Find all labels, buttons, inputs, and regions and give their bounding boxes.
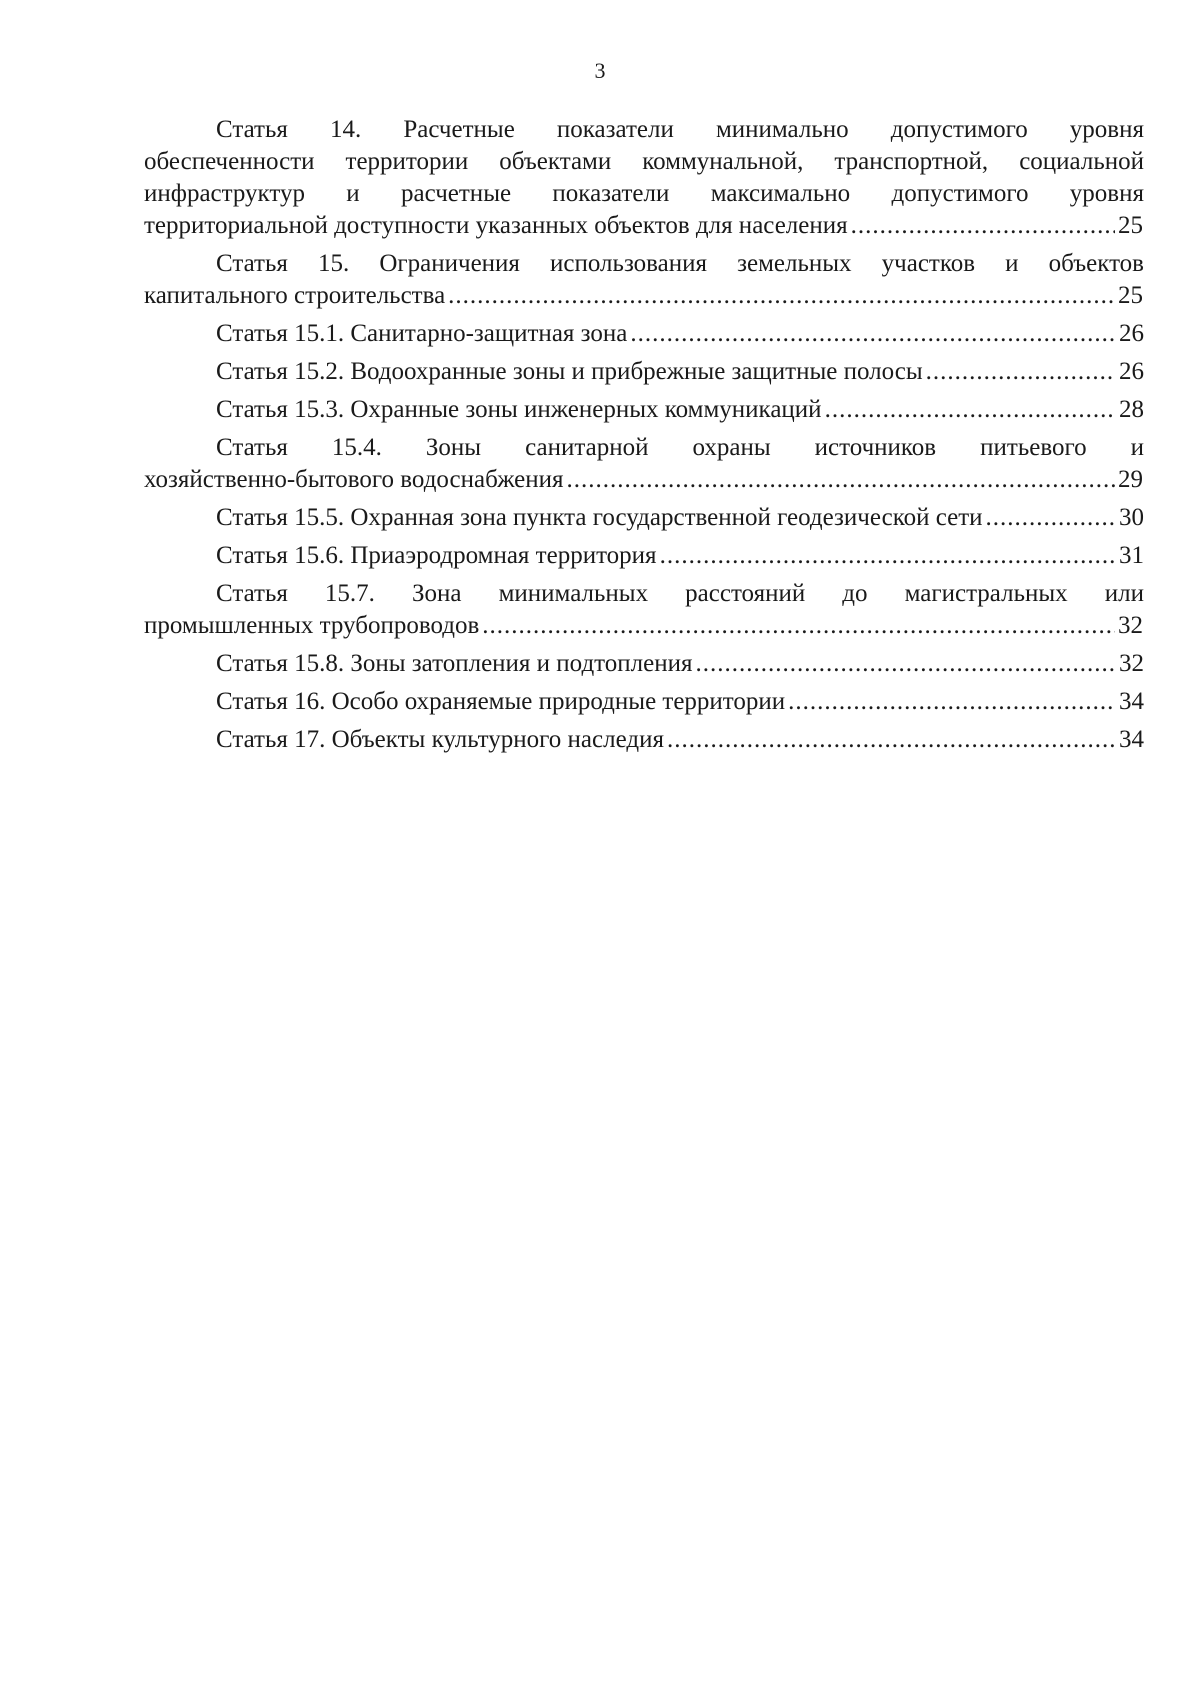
- toc-entry[interactable]: [144, 318, 1144, 350]
- toc-page-number: 25: [1118, 282, 1143, 309]
- toc-leader-dots: [696, 648, 1116, 680]
- toc-leader-dots: [851, 210, 1115, 242]
- toc-entry[interactable]: [144, 432, 1144, 496]
- toc-entry[interactable]: [144, 356, 1144, 388]
- toc-page-number: 26: [1119, 320, 1144, 347]
- toc-entry-line: Статья 14. Расчетные показатели минимально допустимого уровня: [216, 116, 1144, 143]
- toc-entry[interactable]: [144, 248, 1144, 312]
- toc-entry-title: Статья 15.6. Приаэродромная территория: [216, 542, 657, 569]
- toc-leader-dots: [448, 280, 1115, 312]
- toc-leader-dots: [825, 394, 1115, 426]
- toc-page-number: 34: [1119, 688, 1144, 715]
- toc-page-number: 31: [1119, 542, 1144, 569]
- toc-entry-title: Статья 15.8. Зоны затопления и подтопления: [216, 650, 693, 677]
- toc-entry-title: промышленных трубопроводов: [144, 612, 480, 639]
- page-number: 3: [594, 58, 606, 83]
- toc-entry-title: Статья 15.3. Охранные зоны инженерных коммуникаций: [216, 396, 822, 423]
- toc-entry-title: хозяйственно-бытового водоснабжения: [144, 466, 564, 493]
- toc-entry[interactable]: [144, 114, 1144, 242]
- toc-entry-title: Статья 15.2. Водоохранные зоны и прибрежные защитные полосы: [216, 358, 923, 385]
- toc-page-number: 34: [1119, 726, 1144, 753]
- toc-entry[interactable]: [144, 578, 1144, 642]
- toc-entry-line: обеспеченности территории объектами коммунальной, транспортной, социальной: [144, 148, 1144, 175]
- toc-leader-dots: [986, 502, 1115, 534]
- toc-leader-dots: [482, 610, 1115, 642]
- toc-leader-dots: [630, 318, 1115, 350]
- toc-page-number: 29: [1118, 466, 1143, 493]
- toc-leader-dots: [660, 540, 1115, 572]
- toc-leader-dots: [667, 724, 1115, 756]
- toc-page-number: 30: [1119, 504, 1144, 531]
- toc-entry-title: Статья 15.1. Санитарно-защитная зона: [216, 320, 628, 347]
- toc-entry-line: Статья 15.7. Зона минимальных расстояний до магистральных или: [216, 580, 1144, 607]
- toc-entry-line: Статья 15.4. Зоны санитарной охраны источников питьевого и: [216, 434, 1144, 461]
- toc-entry-title: Статья 17. Объекты культурного наследия: [216, 726, 664, 753]
- toc-page-number: 28: [1119, 396, 1144, 423]
- toc-entry[interactable]: [144, 502, 1144, 534]
- toc-leader-dots: [567, 464, 1115, 496]
- toc-entry-title: территориальной доступности указанных объектов для населения: [144, 212, 848, 239]
- toc-entry[interactable]: [144, 724, 1144, 756]
- toc-page-number: 32: [1119, 650, 1144, 677]
- table-of-contents: [144, 114, 1144, 762]
- toc-page-number: 32: [1118, 612, 1143, 639]
- toc-entry-title: Статья 16. Особо охраняемые природные территории: [216, 688, 786, 715]
- toc-entry[interactable]: [144, 648, 1144, 680]
- toc-entry-line: инфраструктур и расчетные показатели максимально допустимого уровня: [144, 180, 1144, 207]
- toc-leader-dots: [788, 686, 1115, 718]
- toc-leader-dots: [926, 356, 1115, 388]
- toc-page-number: 25: [1118, 212, 1143, 239]
- toc-entry-line: Статья 15. Ограничения использования земельных участков и объектов: [216, 250, 1144, 277]
- toc-page-number: 26: [1119, 358, 1144, 385]
- toc-entry[interactable]: [144, 394, 1144, 426]
- toc-entry-title: Статья 15.5. Охранная зона пункта государственной геодезической сети: [216, 504, 983, 531]
- toc-entry-title: капитального строительства: [144, 282, 446, 309]
- toc-entry[interactable]: [144, 540, 1144, 572]
- toc-entry[interactable]: [144, 686, 1144, 718]
